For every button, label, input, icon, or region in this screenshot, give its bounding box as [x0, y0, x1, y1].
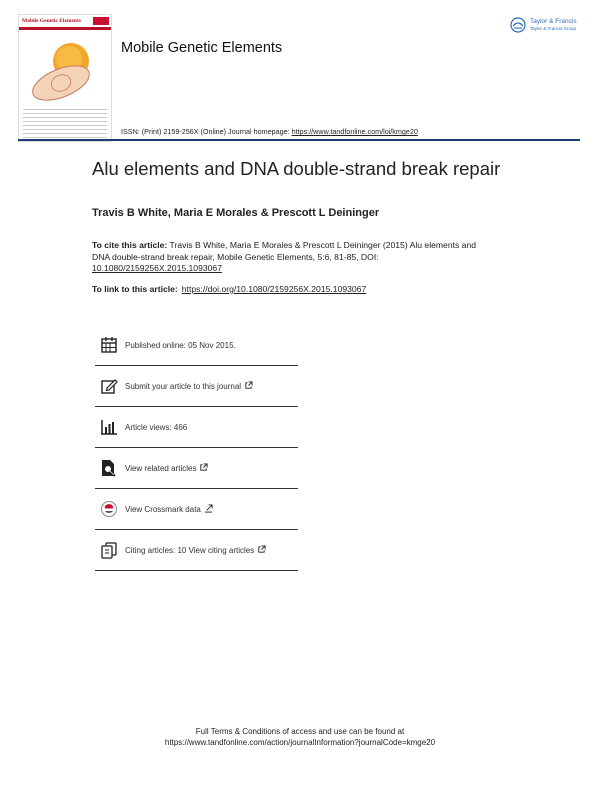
- publisher-logo-icon: [510, 17, 526, 33]
- terms-text: Full Terms & Conditions of access and use can be found at: [195, 727, 405, 736]
- submit-article-row[interactable]: [95, 366, 298, 407]
- article-info-list: [95, 325, 298, 571]
- cover-text-lines: [23, 109, 107, 139]
- related-articles-label: View related articles: [125, 464, 197, 473]
- external-link-icon: [257, 545, 266, 554]
- issn-line: [121, 127, 418, 136]
- submit-article-link[interactable]: [125, 381, 253, 391]
- header-divider: [18, 139, 580, 141]
- related-articles-link[interactable]: [125, 463, 208, 473]
- crossmark-row[interactable]: [95, 489, 298, 530]
- search-document-icon: [99, 458, 119, 478]
- citation-doi-link[interactable]: 10.1080/2159256X.2015.1093067: [92, 263, 222, 273]
- cover-title: Mobile Genetic Elements: [22, 18, 81, 24]
- publisher-group: Taylor & Francis Group: [530, 26, 577, 31]
- journal-homepage-link[interactable]: https://www.tandfonline.com/loi/kmge20: [291, 127, 418, 136]
- publisher-name: Taylor & Francis: [530, 18, 577, 25]
- related-articles-row[interactable]: [95, 448, 298, 489]
- citing-articles-row[interactable]: [95, 530, 298, 571]
- crossmark-label: View Crossmark data: [125, 505, 201, 514]
- terms-footer: [0, 726, 600, 748]
- external-link-icon: [204, 504, 213, 513]
- terms-link[interactable]: https://www.tandfonline.com/action/journalInformation?journalCode=kmge20: [164, 738, 436, 747]
- issn-label: ISSN: (Print) 2159-256X (Online) Journal homepage:: [121, 127, 290, 136]
- external-link-icon: [199, 463, 208, 472]
- citing-articles-link[interactable]: [125, 545, 266, 555]
- article-doi-link[interactable]: https://doi.org/10.1080/2159256X.2015.1093067: [181, 284, 367, 294]
- crossmark-link[interactable]: [125, 504, 213, 514]
- citation-block: [92, 240, 482, 275]
- article-authors: Travis B White, Maria E Morales & Prescott L Deininger: [92, 207, 380, 219]
- citing-icon: [99, 540, 119, 560]
- citation-text: Travis B White, Maria E Morales & Prescott L Deininger (2015) Alu elements and DNA double-strand break repair, Mobile Genetic Elements, 5:6, 81-85, DOI:: [92, 240, 477, 262]
- article-views-label: Article views: 466: [125, 422, 188, 432]
- edit-icon: [99, 376, 119, 396]
- calendar-icon: [99, 335, 119, 355]
- article-title: Alu elements and DNA double-strand break repair: [92, 158, 501, 179]
- cover-tag: [93, 17, 109, 25]
- submit-article-label: Submit your article to this journal: [125, 382, 242, 391]
- publisher-logo[interactable]: [510, 16, 585, 36]
- citation-label: To cite this article:: [92, 240, 168, 250]
- crossmark-icon: [99, 499, 119, 519]
- external-link-icon: [244, 381, 253, 390]
- article-views-row: [95, 407, 298, 448]
- citing-articles-label: Citing articles: 10 View citing articles: [125, 546, 255, 555]
- cover-artwork: [25, 35, 105, 105]
- published-online-label: Published online: 05 Nov 2015.: [125, 340, 236, 350]
- journal-cover-image: [18, 14, 112, 142]
- published-online-row: [95, 325, 298, 366]
- bar-chart-icon: [99, 417, 119, 437]
- article-link-label: To link to this article:: [92, 284, 178, 294]
- article-link-line: [92, 284, 366, 294]
- cover-band: [19, 27, 111, 30]
- journal-title[interactable]: Mobile Genetic Elements: [121, 40, 283, 56]
